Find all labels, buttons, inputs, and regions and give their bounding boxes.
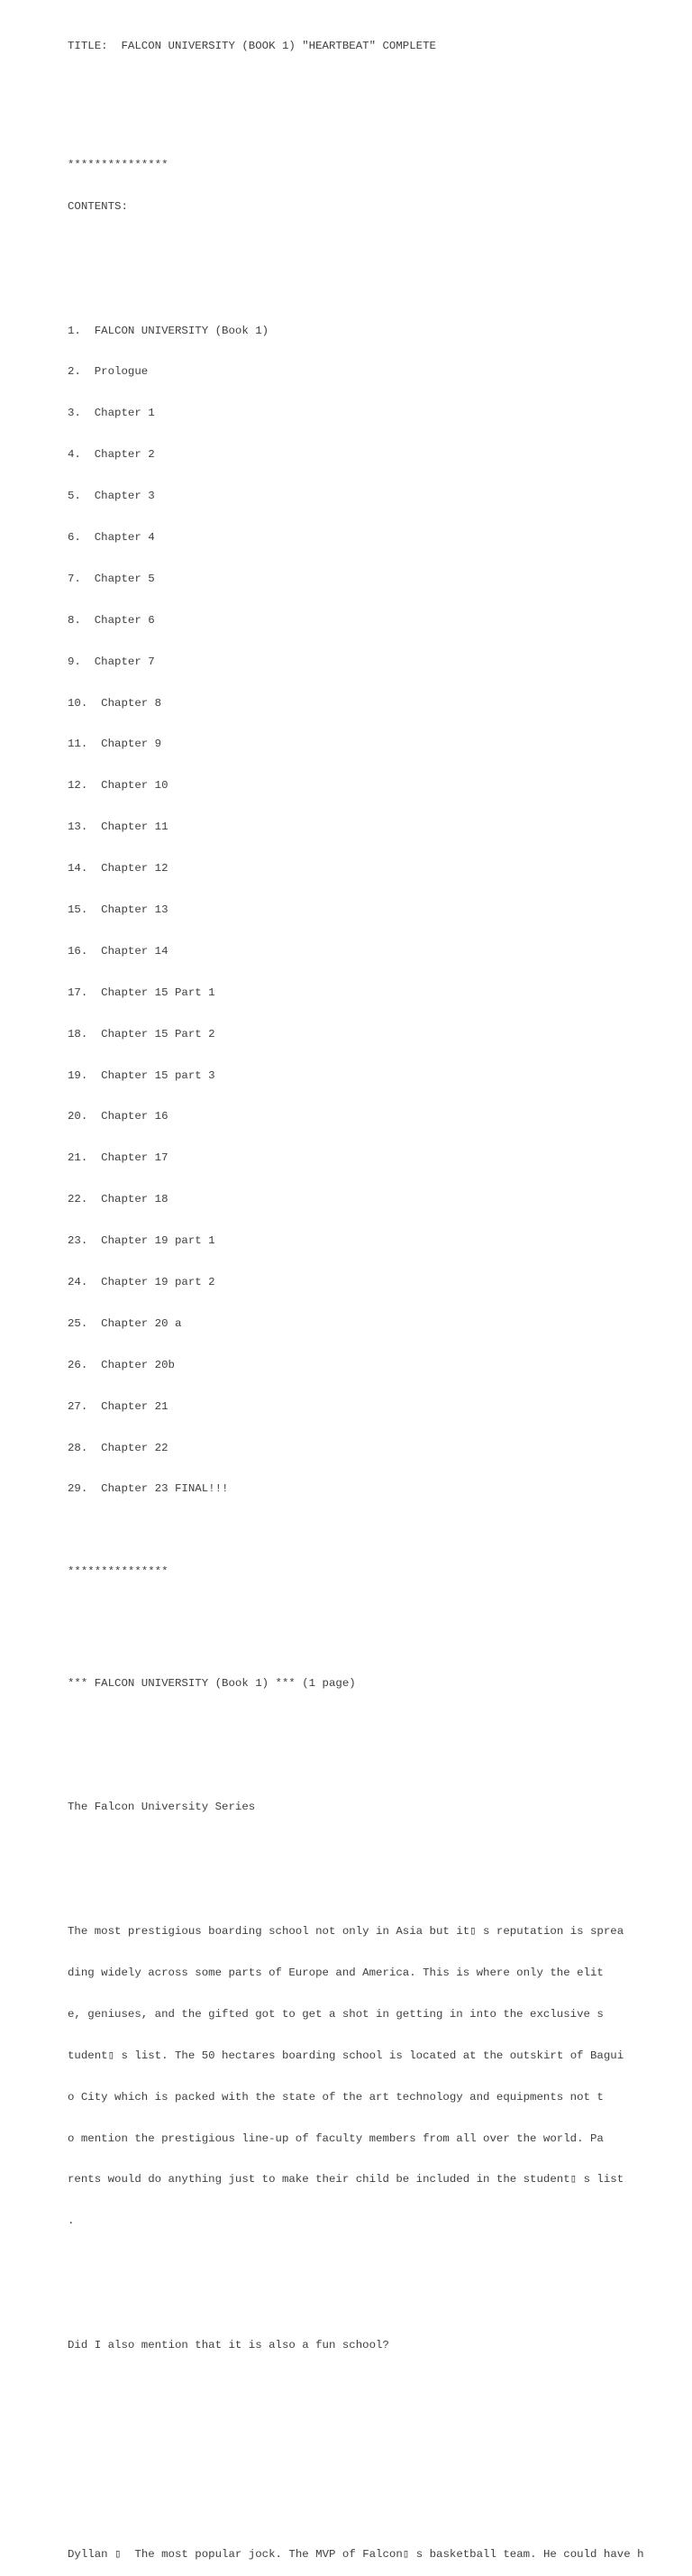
toc-item: 5. Chapter 3 (68, 490, 155, 503)
toc-item: 26. Chapter 20b (68, 1358, 175, 1371)
toc-item: 28. Chapter 22 (68, 1441, 168, 1454)
toc-item: 8. Chapter 6 (68, 613, 155, 627)
toc-item: 29. Chapter 23 FINAL!!! (68, 1482, 229, 1496)
toc-item: 16. Chapter 14 (68, 944, 168, 958)
contents-label: CONTENTS: (68, 199, 128, 213)
character-intro-line: Dyllan ▯ The most popular jock. The MVP of Falcon▯ s basketball team. He could have h (68, 2548, 644, 2562)
toc-item: 19. Chapter 15 part 3 (68, 1068, 215, 1082)
paragraph-line: tudent▯ s list. The 50 hectares boarding school is located at the outskirt of Bagui (68, 2049, 624, 2062)
toc-item: 14. Chapter 12 (68, 862, 168, 875)
toc-item: 2. Prologue (68, 365, 149, 379)
document-page (68, 12, 662, 2576)
table-of-contents (68, 297, 662, 1524)
separator-bottom: *************** (68, 1565, 168, 1579)
toc-item: 9. Chapter 7 (68, 655, 155, 668)
toc-item: 18. Chapter 15 Part 2 (68, 1027, 215, 1040)
toc-item: 7. Chapter 5 (68, 572, 155, 585)
paragraph-line: o mention the prestigious line-up of faculty members from all over the world. Pa (68, 2131, 604, 2145)
paragraph-line: The most prestigious boarding school not only in Asia but it▯ s reputation is sprea (68, 1925, 624, 1939)
intro-paragraph (68, 1897, 662, 2256)
section-heading: *** FALCON UNIVERSITY (Book 1) *** (1 page) (68, 1676, 356, 1690)
toc-item: 12. Chapter 10 (68, 779, 168, 793)
toc-item: 23. Chapter 19 part 1 (68, 1234, 215, 1248)
toc-item: 27. Chapter 21 (68, 1399, 168, 1413)
toc-item: 1. FALCON UNIVERSITY (Book 1) (68, 324, 269, 337)
toc-item: 22. Chapter 18 (68, 1193, 168, 1206)
paragraph-line: . (68, 2214, 75, 2228)
toc-item: 20. Chapter 16 (68, 1110, 168, 1123)
toc-item: 21. Chapter 17 (68, 1151, 168, 1165)
paragraph-line: e, geniuses, and the gifted got to get a shot in getting in into the exclusive s (68, 2007, 604, 2021)
paragraph-line: o City which is packed with the state of the art technology and equipments not t (68, 2090, 604, 2104)
paragraph-line: rents would do anything just to make their child be included in the student▯ s list (68, 2173, 624, 2186)
paragraph-line: ding widely across some parts of Europe and America. This is where only the elit (68, 1966, 604, 1979)
toc-item: 11. Chapter 9 (68, 738, 162, 751)
toc-item: 6. Chapter 4 (68, 530, 155, 544)
toc-item: 13. Chapter 11 (68, 820, 168, 834)
toc-item: 4. Chapter 2 (68, 448, 155, 462)
toc-item: 17. Chapter 15 Part 1 (68, 985, 215, 999)
series-title: The Falcon University Series (68, 1801, 256, 1814)
toc-item: 15. Chapter 13 (68, 903, 168, 916)
document-title-line: TITLE: FALCON UNIVERSITY (BOOK 1) "HEARTBEAT" COMPLETE (68, 39, 436, 52)
separator-top: *************** (68, 158, 168, 171)
toc-item: 3. Chapter 1 (68, 407, 155, 420)
question-line: Did I also mention that it is also a fun school? (68, 2338, 389, 2351)
toc-item: 10. Chapter 8 (68, 696, 162, 710)
toc-item: 24. Chapter 19 part 2 (68, 1276, 215, 1289)
toc-item: 25. Chapter 20 a (68, 1316, 182, 1330)
